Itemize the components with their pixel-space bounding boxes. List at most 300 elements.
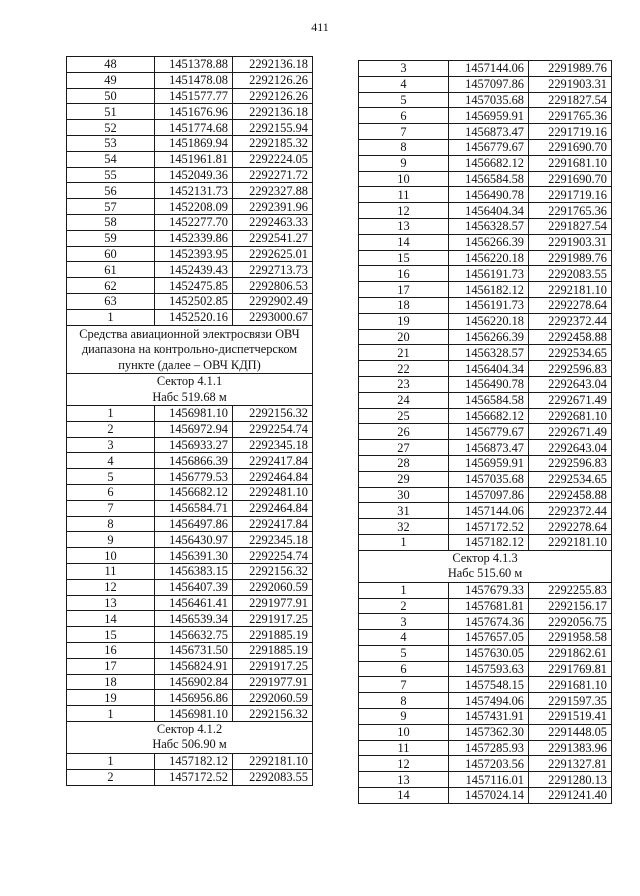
coord-x: 1452475.85	[155, 278, 233, 294]
point-number: 18	[67, 674, 155, 690]
coord-y: 2291827.54	[529, 218, 612, 234]
coord-x: 1452277.70	[155, 214, 233, 230]
sector-altitude: Набс 506.90 м	[152, 737, 227, 752]
coord-y: 2292902.49	[233, 293, 313, 309]
table-row	[67, 611, 313, 627]
coord-x: 1456584.58	[449, 392, 529, 408]
point-number: 16	[359, 266, 449, 282]
coord-x: 1456191.73	[449, 266, 529, 282]
point-number: 4	[67, 453, 155, 469]
coord-x: 1456490.78	[449, 376, 529, 392]
coord-y: 2292185.32	[233, 135, 313, 151]
point-number: 63	[67, 293, 155, 309]
table-row	[67, 406, 313, 422]
point-number: 13	[67, 595, 155, 611]
coord-y: 2291719.16	[529, 187, 612, 203]
coord-y: 2292278.64	[529, 297, 612, 313]
coord-x: 1456404.34	[449, 203, 529, 219]
coord-y: 2291597.35	[529, 693, 612, 709]
point-number: 4	[359, 76, 449, 92]
point-number: 9	[359, 709, 449, 725]
coord-y: 2291917.25	[233, 611, 313, 627]
coord-x: 1456266.39	[449, 234, 529, 250]
point-number: 21	[359, 345, 449, 361]
point-number: 30	[359, 487, 449, 503]
table-row	[359, 187, 612, 203]
coord-x: 1456731.50	[155, 643, 233, 659]
table-row	[359, 455, 612, 471]
point-number: 32	[359, 519, 449, 535]
point-number: 8	[67, 516, 155, 532]
table-row	[67, 167, 313, 183]
coord-x: 1457431.91	[449, 709, 529, 725]
coord-x: 1457035.68	[449, 471, 529, 487]
sector-4-1-1-header	[67, 374, 313, 406]
table-row	[359, 471, 612, 487]
section-title: Средства авиационной электросвязи ОВЧ диапазона на контрольно-диспетчерском пункте (далее – ОВЧ КДП)	[67, 325, 313, 374]
table-row	[359, 582, 612, 598]
coord-x: 1452049.36	[155, 167, 233, 183]
point-number: 2	[67, 769, 155, 785]
point-number: 48	[67, 57, 155, 73]
point-number: 15	[359, 250, 449, 266]
coord-y: 2292671.49	[529, 392, 612, 408]
table-row	[359, 788, 612, 804]
table-row	[359, 424, 612, 440]
table-row	[359, 440, 612, 456]
point-number: 50	[67, 88, 155, 104]
point-number: 8	[359, 693, 449, 709]
coord-y: 2291989.76	[529, 250, 612, 266]
table-row	[67, 293, 313, 309]
coord-y: 2291765.36	[529, 203, 612, 219]
table-row	[67, 309, 313, 325]
table-row	[359, 61, 612, 77]
coord-y: 2292596.83	[529, 455, 612, 471]
point-number: 1	[67, 706, 155, 722]
coord-y: 2292224.05	[233, 151, 313, 167]
coord-y: 2291681.10	[529, 677, 612, 693]
table-row	[67, 658, 313, 674]
point-number: 1	[359, 582, 449, 598]
coord-y: 2292534.65	[529, 471, 612, 487]
table-row	[67, 469, 313, 485]
coord-y: 2291280.13	[529, 772, 612, 788]
point-number: 15	[67, 627, 155, 643]
table-row	[359, 614, 612, 630]
point-number: 16	[67, 643, 155, 659]
coord-x: 1456220.18	[449, 250, 529, 266]
coord-y: 2292156.32	[233, 564, 313, 580]
point-number: 12	[359, 203, 449, 219]
point-number: 10	[359, 171, 449, 187]
table-row	[359, 234, 612, 250]
coord-x: 1457593.63	[449, 661, 529, 677]
coord-x: 1456682.12	[155, 485, 233, 501]
point-number: 49	[67, 72, 155, 88]
point-number: 17	[67, 658, 155, 674]
point-number: 9	[67, 532, 155, 548]
table-row	[359, 503, 612, 519]
point-number: 29	[359, 471, 449, 487]
sector-4-1-3-header	[359, 550, 612, 582]
point-number: 57	[67, 199, 155, 215]
table-row	[67, 88, 313, 104]
coord-x: 1456391.30	[155, 548, 233, 564]
coord-y: 2292391.96	[233, 199, 313, 215]
coord-y: 2292156.32	[233, 706, 313, 722]
coord-y: 2291885.19	[233, 643, 313, 659]
point-number: 5	[67, 469, 155, 485]
table-row	[359, 203, 612, 219]
point-number: 19	[67, 690, 155, 706]
table-row	[359, 645, 612, 661]
coord-x: 1456779.53	[155, 469, 233, 485]
table-row	[67, 753, 313, 769]
coord-y: 2292083.55	[529, 266, 612, 282]
coord-x: 1451478.08	[155, 72, 233, 88]
sector-altitude: Набс 519.68 м	[152, 389, 227, 404]
table-row	[67, 120, 313, 136]
point-number: 14	[67, 611, 155, 627]
point-number: 54	[67, 151, 155, 167]
coord-x: 1456933.27	[155, 437, 233, 453]
coord-x: 1457182.12	[449, 534, 529, 550]
coord-x: 1456407.39	[155, 579, 233, 595]
point-number: 4	[359, 630, 449, 646]
point-number: 56	[67, 183, 155, 199]
table-row	[359, 218, 612, 234]
coord-x: 1457144.06	[449, 61, 529, 77]
table-row	[359, 487, 612, 503]
coord-x: 1457097.86	[449, 76, 529, 92]
coord-x: 1457674.36	[449, 614, 529, 630]
table-row	[359, 392, 612, 408]
point-number: 1	[359, 534, 449, 550]
coord-x: 1456584.71	[155, 500, 233, 516]
coord-x: 1456430.97	[155, 532, 233, 548]
coord-x: 1457172.52	[155, 769, 233, 785]
coord-x: 1457097.86	[449, 487, 529, 503]
coord-x: 1457630.05	[449, 645, 529, 661]
coord-x: 1451676.96	[155, 104, 233, 120]
table-row	[359, 92, 612, 108]
coord-y: 2291241.40	[529, 788, 612, 804]
coord-x: 1451378.88	[155, 57, 233, 73]
point-number: 5	[359, 645, 449, 661]
point-number: 1	[67, 406, 155, 422]
coord-x: 1456191.73	[449, 297, 529, 313]
point-number: 23	[359, 376, 449, 392]
coord-x: 1456328.57	[449, 218, 529, 234]
coord-x: 1457144.06	[449, 503, 529, 519]
coord-x: 1451961.81	[155, 151, 233, 167]
coord-y: 2291977.91	[233, 595, 313, 611]
coord-x: 1457285.93	[449, 740, 529, 756]
right-coordinate-table	[358, 60, 612, 804]
table-row	[67, 437, 313, 453]
table-row	[359, 361, 612, 377]
coord-y: 2291769.81	[529, 661, 612, 677]
coord-y: 2291690.70	[529, 171, 612, 187]
table-row	[67, 548, 313, 564]
coord-y: 2291885.19	[233, 627, 313, 643]
point-number: 5	[359, 92, 449, 108]
point-number: 28	[359, 455, 449, 471]
coord-x: 1456632.75	[155, 627, 233, 643]
coord-x: 1457035.68	[449, 92, 529, 108]
table-row	[67, 72, 313, 88]
point-number: 31	[359, 503, 449, 519]
coord-x: 1452131.73	[155, 183, 233, 199]
coord-x: 1457172.52	[449, 519, 529, 535]
table-row	[67, 199, 313, 215]
point-number: 2	[67, 421, 155, 437]
page-number: 411	[311, 20, 329, 34]
coord-y: 2291903.31	[529, 234, 612, 250]
coord-y: 2292458.88	[529, 487, 612, 503]
table-row	[359, 772, 612, 788]
point-number: 12	[67, 579, 155, 595]
coord-y: 2291519.41	[529, 709, 612, 725]
point-number: 25	[359, 408, 449, 424]
coord-x: 1456824.91	[155, 658, 233, 674]
table-row	[359, 677, 612, 693]
coord-y: 2292271.72	[233, 167, 313, 183]
point-number: 10	[67, 548, 155, 564]
coord-x: 1457024.14	[449, 788, 529, 804]
coord-x: 1456682.12	[449, 408, 529, 424]
coord-y: 2291690.70	[529, 139, 612, 155]
coord-y: 2292345.18	[233, 437, 313, 453]
table-row	[359, 345, 612, 361]
table-row	[359, 693, 612, 709]
point-number: 52	[67, 120, 155, 136]
coord-y: 2292464.84	[233, 500, 313, 516]
table-row	[359, 709, 612, 725]
sector-title: Сектор 4.1.2	[156, 721, 223, 736]
section-title-row	[67, 325, 313, 374]
coord-y: 2292278.64	[529, 519, 612, 535]
coord-x: 1456981.10	[155, 406, 233, 422]
table-row	[359, 297, 612, 313]
table-row	[67, 453, 313, 469]
coord-x: 1456902.84	[155, 674, 233, 690]
coord-x: 1452208.09	[155, 199, 233, 215]
point-number: 51	[67, 104, 155, 120]
coord-y: 2292625.01	[233, 246, 313, 262]
table-row	[359, 519, 612, 535]
coord-y: 2292181.10	[233, 753, 313, 769]
point-number: 58	[67, 214, 155, 230]
coord-x: 1456981.10	[155, 706, 233, 722]
sector-4-1-2-header	[67, 721, 313, 753]
coord-x: 1452393.95	[155, 246, 233, 262]
coord-y: 2292156.17	[529, 598, 612, 614]
sector-4-1-1-header-row	[67, 374, 313, 406]
table-row	[67, 135, 313, 151]
coord-y: 2292060.59	[233, 690, 313, 706]
coord-y: 2292254.74	[233, 421, 313, 437]
coord-y: 2292458.88	[529, 329, 612, 345]
table-row	[359, 740, 612, 756]
coord-x: 1451869.94	[155, 135, 233, 151]
coord-x: 1456497.86	[155, 516, 233, 532]
coord-x: 1452439.43	[155, 262, 233, 278]
coord-y: 2292541.27	[233, 230, 313, 246]
coord-y: 2292056.75	[529, 614, 612, 630]
coord-y: 2292126.26	[233, 88, 313, 104]
table-row	[359, 534, 612, 550]
point-number: 22	[359, 361, 449, 377]
coord-y: 2291765.36	[529, 108, 612, 124]
coord-y: 2293000.67	[233, 309, 313, 325]
coord-x: 1457548.15	[449, 677, 529, 693]
coord-x: 1456461.41	[155, 595, 233, 611]
coord-x: 1456182.12	[449, 282, 529, 298]
point-number: 18	[359, 297, 449, 313]
coord-y: 2292156.32	[233, 406, 313, 422]
point-number: 8	[359, 139, 449, 155]
table-row	[67, 690, 313, 706]
coord-x: 1456539.34	[155, 611, 233, 627]
coord-y: 2292136.18	[233, 104, 313, 120]
table-row	[67, 214, 313, 230]
table-row	[359, 313, 612, 329]
coord-y: 2291903.31	[529, 76, 612, 92]
coord-y: 2291917.25	[233, 658, 313, 674]
point-number: 12	[359, 756, 449, 772]
table-row	[67, 579, 313, 595]
table-row	[67, 421, 313, 437]
coord-y: 2292681.10	[529, 408, 612, 424]
coord-y: 2292534.65	[529, 345, 612, 361]
coord-x: 1456383.15	[155, 564, 233, 580]
coord-y: 2292126.26	[233, 72, 313, 88]
coord-y: 2291958.58	[529, 630, 612, 646]
table-row	[359, 630, 612, 646]
point-number: 9	[359, 155, 449, 171]
point-number: 11	[359, 187, 449, 203]
table-row	[67, 674, 313, 690]
point-number: 55	[67, 167, 155, 183]
coord-y: 2292643.04	[529, 376, 612, 392]
coord-y: 2292596.83	[529, 361, 612, 377]
coord-y: 2292481.10	[233, 485, 313, 501]
table-row	[67, 564, 313, 580]
coord-y: 2292372.44	[529, 503, 612, 519]
coord-x: 1457182.12	[155, 753, 233, 769]
point-number: 59	[67, 230, 155, 246]
table-row	[67, 278, 313, 294]
coord-x: 1456779.67	[449, 139, 529, 155]
table-row	[359, 661, 612, 677]
coord-y: 2292806.53	[233, 278, 313, 294]
point-number: 11	[359, 740, 449, 756]
point-number: 26	[359, 424, 449, 440]
point-number: 11	[67, 564, 155, 580]
point-number: 13	[359, 218, 449, 234]
table-row	[359, 139, 612, 155]
point-number: 7	[359, 677, 449, 693]
table-row	[359, 171, 612, 187]
coord-y: 2292372.44	[529, 313, 612, 329]
point-number: 14	[359, 234, 449, 250]
table-row	[67, 627, 313, 643]
table-row	[67, 500, 313, 516]
point-number: 7	[359, 124, 449, 140]
coord-y: 2291327.81	[529, 756, 612, 772]
point-number: 2	[359, 598, 449, 614]
point-number: 27	[359, 440, 449, 456]
coord-y: 2291827.54	[529, 92, 612, 108]
coord-x: 1456866.39	[155, 453, 233, 469]
coord-y: 2292181.10	[529, 534, 612, 550]
point-number: 13	[359, 772, 449, 788]
table-row	[359, 76, 612, 92]
coord-y: 2292255.83	[529, 582, 612, 598]
coord-x: 1457657.05	[449, 630, 529, 646]
point-number: 6	[359, 661, 449, 677]
point-number: 1	[67, 309, 155, 325]
table-row	[67, 769, 313, 785]
table-row	[359, 266, 612, 282]
coord-x: 1456682.12	[449, 155, 529, 171]
coord-x: 1456490.78	[449, 187, 529, 203]
coord-x: 1456873.47	[449, 440, 529, 456]
coord-y: 2292345.18	[233, 532, 313, 548]
table-row	[359, 329, 612, 345]
coord-x: 1456959.91	[449, 108, 529, 124]
table-row	[67, 532, 313, 548]
point-number: 10	[359, 724, 449, 740]
coord-x: 1457203.56	[449, 756, 529, 772]
sector-altitude: Набс 515.60 м	[447, 566, 523, 581]
point-number: 19	[359, 313, 449, 329]
coord-x: 1456266.39	[449, 329, 529, 345]
table-row	[67, 485, 313, 501]
table-row	[67, 706, 313, 722]
coord-x: 1456873.47	[449, 124, 529, 140]
point-number: 60	[67, 246, 155, 262]
point-number: 24	[359, 392, 449, 408]
coord-y: 2292136.18	[233, 57, 313, 73]
coord-y: 2292254.74	[233, 548, 313, 564]
table-row	[359, 724, 612, 740]
sector-4-1-3-header-row	[359, 550, 612, 582]
coord-x: 1457362.30	[449, 724, 529, 740]
coord-x: 1456220.18	[449, 313, 529, 329]
coord-x: 1457116.01	[449, 772, 529, 788]
coord-x: 1452339.86	[155, 230, 233, 246]
coord-y: 2291989.76	[529, 61, 612, 77]
table-row	[67, 104, 313, 120]
point-number: 1	[67, 753, 155, 769]
table-row	[67, 230, 313, 246]
coord-x: 1457494.06	[449, 693, 529, 709]
table-row	[359, 282, 612, 298]
coord-x: 1452502.85	[155, 293, 233, 309]
point-number: 3	[359, 614, 449, 630]
coord-y: 2292181.10	[529, 282, 612, 298]
left-coordinate-table	[66, 56, 313, 786]
table-row	[359, 756, 612, 772]
table-row	[67, 246, 313, 262]
table-row	[359, 598, 612, 614]
sector-title: Сектор 4.1.1	[156, 374, 223, 389]
coord-x: 1456404.34	[449, 361, 529, 377]
table-row	[67, 262, 313, 278]
